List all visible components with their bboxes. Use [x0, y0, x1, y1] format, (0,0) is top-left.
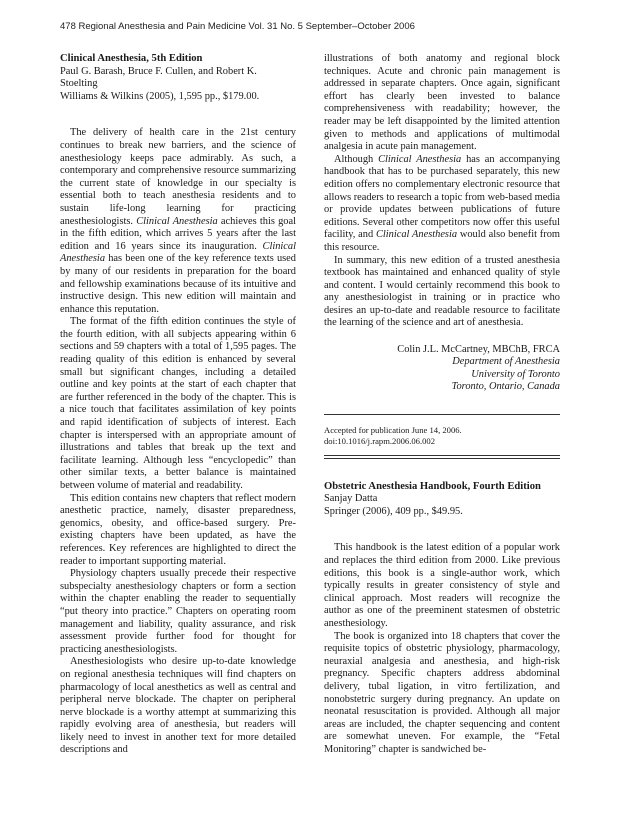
body-paragraph: The book is organized into 18 chapters that cover the requisite topics of obstetric physiology, pharmacology, neuraxial analgesia and anesthesia, and high-risk pregnancy. Specific chapters address abdominal delivery, tubal ligation, in vitro fertilization, and nonobstetric surgery during pregnancy. An update on neonatal resuscitation is provided. Although all major areas are included, the chapter sequencing and content are somewhat uneven. For example, the “Fetal Monitoring” chapter is sandwiched be- [324, 630, 560, 755]
body-paragraph: Physiology chapters usually precede their respective subspecialty anesthesiology chapters or form a section within the chapter enabling the reader to sequentially “put theory into practice.” Chapters on operating room management and liability, quality assurance, and risk assessment provide further food for thought for practicing anesthesiologists. [60, 568, 296, 655]
running-header: 478 Regional Anesthesia and Pain Medicine Vol. 31 No. 5 September–October 2006 [60, 21, 415, 32]
left-column [60, 53, 296, 757]
body-paragraph: This handbook is the latest edition of a popular work and replaces the third edition from 2000. Like previous editions, this book is a single-author work, which typically results in greater consistency of style and clinical approach. Most readers will recognize the author as one of the preeminent statesmen of obstetric anesthesiology. [324, 542, 560, 630]
reviewer-department: Department of Anesthesia [452, 356, 560, 368]
reviewer-signature [324, 344, 560, 394]
review-title: Obstetric Anesthesia Handbook, Fourth Edition [324, 480, 541, 492]
review-title: Clinical Anesthesia, 5th Edition [60, 53, 203, 64]
review-publisher: Springer (2006), 409 pp., $49.95. [324, 505, 463, 517]
reviewer-university: University of Toronto [471, 368, 560, 380]
accepted-date: Accepted for publication June 14, 2006. [324, 424, 462, 435]
body-paragraph: Although Clinical Anesthesia has an accompanying handbook that has to be purchased separately, this new edition offers no complementary electronic resource that allows readers to research a topic from web-based media or provide updates between publications of future editions. Several other competitors now offer this useful facility, and Clinical Anesthesia would also benefit from this resource. [324, 153, 560, 253]
body-paragraph: The format of the fifth edition continues the style of the fourth edition, with all subjects appearing within 6 sections and 59 chapters with a total of 1,595 pages. The reading quality of this edition is enhanced by several small but significant changes, including a detailed outline and key points at the start of each chapter that are further referenced in the body of the chapter. This is a nice touch that facilitates assimilation of key points and rapid identification of subjects of interest. Each chapter is interspersed with an appropriate amount of illustrations and tables that break up the text and facilitate learning. Although less “encyclopedic” than other similar texts, a better balance is maintained between volume of material and readability. [60, 316, 296, 491]
body-paragraph: This edition contains new chapters that reflect modern anesthetic practice, namely, disaster preparedness, genomics, obesity, and office-based surgery. Pre-existing chapters have been updated, as have the references. Key references are highlighted to direct the reader to important supporting material. [60, 492, 296, 567]
right-column [324, 53, 560, 757]
body-paragraph-continued: illustrations of both anatomy and regional block techniques. Acute and chronic pain management is addressed in separate chapters. Once again, significant effort has clearly been invested to balance comprehensiveness with readability; however, the reader may be left disappointed by the limited attention given to methods and applications of multimodal analgesia in acute pain management. [324, 53, 560, 153]
doi-link[interactable]: doi:10.1016/j.rapm.2006.06.002 [324, 435, 435, 446]
publication-note [324, 414, 560, 447]
review-authors [60, 66, 296, 91]
review-author: Sanjay Datta [324, 493, 378, 505]
reviewer-name: Colin J.L. McCartney, MBChB, FRCA [397, 344, 560, 356]
authors-line-1: Paul G. Barash, Bruce F. Cullen, and Robert K. [60, 65, 257, 77]
body-paragraph: The delivery of health care in the 21st century continues to break new barriers, and the science of anesthesiology keeps pace admirably. As such, a contemporary and comprehensive resource summarizing the current state of knowledge in our specialty is essential both to teach anesthesia residents and to sustain life-long learning for practicing anesthesiologists. Clinical Anesthesia achieves this goal in the fifth edition, which arrives 5 years after the last edition and 16 years since its inauguration. Clinical Anesthesia has been one of the key reference texts used by many of our residents in preparation for the board and fellowship examinations because of its intuitive and instructive design. This new edition will maintain and enhance this reputation. [60, 127, 296, 315]
reviewer-location: Toronto, Ontario, Canada [451, 381, 560, 393]
review-publisher: Williams & Wilkins (2005), 1,595 pp., $179.00. [60, 90, 260, 102]
body-paragraph: In summary, this new edition of a trusted anesthesia textbook has maintained and enhanced quality of style and content. I would certainly recommend this book to any anesthesiologist in training or in practice who desires an up-to-date and readable resource to facilitate the learning of the science and art of anesthesia. [324, 254, 560, 329]
body-paragraph: Anesthesiologists who desire up-to-date knowledge on regional anesthesia techniques will find chapters on pharmacology of local anesthetics as well as central and peripheral nerve blockade. The chapter on peripheral nerve blockade is a worthy attempt at summarizing this rapidly evolving area of anesthesia, but readers will likely need to invest in another text for more detailed descriptions and [60, 656, 296, 756]
authors-line-2: Stoelting [60, 78, 98, 90]
